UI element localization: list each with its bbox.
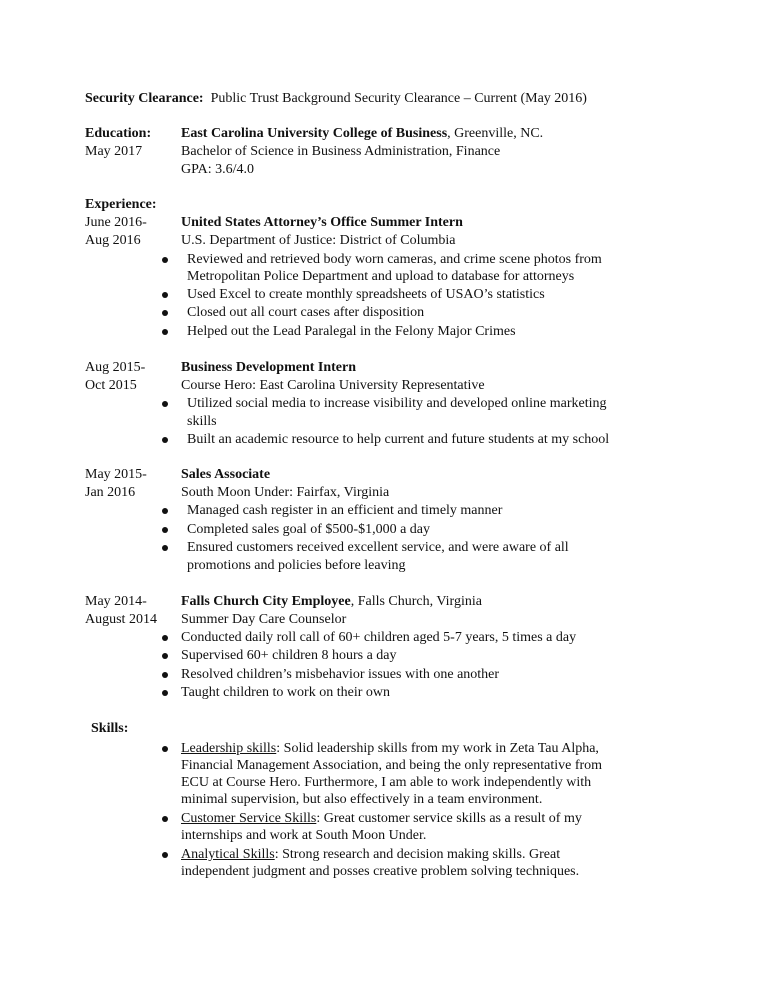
skill-name: Leadership skills [181, 741, 277, 756]
bullet-icon [162, 545, 168, 551]
skill-text: ECU at Course Hero. Furthermore, I am able to work independently with [181, 775, 592, 790]
job-bullet: Supervised 60+ children 8 hours a day [181, 648, 397, 663]
job-bullet-cont: promotions and policies before leaving [187, 558, 406, 573]
job-date-start: May 2015- [85, 467, 147, 482]
job-date-end: August 2014 [85, 612, 157, 627]
bullet-icon [162, 310, 168, 316]
job-title: Sales Associate [181, 467, 271, 482]
security-line [85, 90, 587, 108]
job-bullet: Closed out all court cases after disposition [187, 305, 425, 320]
job-title: Falls Church City Employee [181, 594, 351, 609]
bullet-icon [162, 401, 168, 407]
skill-name: Analytical Skills [181, 847, 275, 862]
skill-name: Customer Service Skills [181, 811, 317, 826]
bullet-icon [162, 653, 168, 659]
bullet-icon [162, 508, 168, 514]
job-bullet: Reviewed and retrieved body worn cameras, and crime scene photos from [187, 252, 602, 267]
job-bullet: Conducted daily roll call of 60+ children aged 5-7 years, 5 times a day [181, 630, 577, 645]
skill-line [181, 846, 560, 864]
job-title-line [181, 593, 482, 611]
job-bullet: Built an academic resource to help current and future students at my school [187, 432, 610, 447]
job-bullet: Helped out the Lead Paralegal in the Felony Major Crimes [187, 324, 516, 339]
education-school-line [181, 125, 543, 143]
job-bullet: Ensured customers received excellent service, and were aware of all [187, 540, 569, 555]
job-bullet: Managed cash register in an efficient and timely manner [187, 503, 503, 518]
job-title: Business Development Intern [181, 360, 357, 375]
skill-line [181, 810, 582, 828]
bullet-icon [162, 257, 168, 263]
skill-text: : Solid leadership skills from my work in Zeta Tau Alpha, [276, 741, 599, 756]
job-bullet: Utilized social media to increase visibility and developed online marketing [187, 396, 607, 411]
job-title-suffix: , Falls Church, Virginia [350, 594, 482, 609]
bullet-icon [162, 746, 168, 752]
experience-label: Experience: [85, 197, 157, 212]
education-date: May 2017 [85, 144, 143, 159]
bullet-icon [162, 437, 168, 443]
job-bullet: Used Excel to create monthly spreadsheets of USAO’s statistics [187, 287, 545, 302]
education-degree: Bachelor of Science in Business Administration, Finance [181, 144, 501, 159]
bullet-icon [162, 292, 168, 298]
education-gpa: GPA: 3.6/4.0 [181, 162, 255, 177]
job-org: South Moon Under: Fairfax, Virginia [181, 485, 390, 500]
skill-text: minimal supervision, but also effectively in a team environment. [181, 792, 543, 807]
job-title: United States Attorney’s Office Summer Intern [181, 215, 463, 230]
education-location: , Greenville, NC. [447, 126, 544, 141]
bullet-icon [162, 672, 168, 678]
job-date-start: Aug 2015- [85, 360, 146, 375]
job-date-end: Jan 2016 [85, 485, 136, 500]
bullet-icon [162, 527, 168, 533]
job-org: Summer Day Care Counselor [181, 612, 347, 627]
job-bullet: Taught children to work on their own [181, 685, 390, 700]
bullet-icon [162, 690, 168, 696]
job-bullet: Completed sales goal of $500-$1,000 a day [187, 522, 431, 537]
skill-line [181, 740, 599, 758]
education-label: Education: [85, 126, 152, 141]
job-bullet-cont: skills [187, 414, 217, 429]
skill-text: Financial Management Association, and being the only representative from [181, 758, 603, 773]
job-date-end: Aug 2016 [85, 233, 141, 248]
job-org: Course Hero: East Carolina University Representative [181, 378, 485, 393]
skill-text: internships and work at South Moon Under. [181, 828, 427, 843]
job-bullet-cont: Metropolitan Police Department and upload to database for attorneys [187, 269, 575, 284]
bullet-icon [162, 852, 168, 858]
job-date-end: Oct 2015 [85, 378, 137, 393]
education-school: East Carolina University College of Business [181, 126, 448, 141]
bullet-icon [162, 329, 168, 335]
bullet-icon [162, 816, 168, 822]
skill-text: : Strong research and decision making skills. Great [274, 847, 561, 862]
job-org: U.S. Department of Justice: District of Columbia [181, 233, 456, 248]
job-bullet: Resolved children’s misbehavior issues with one another [181, 667, 500, 682]
bullet-icon [162, 635, 168, 641]
skill-text: independent judgment and posses creative problem solving techniques. [181, 864, 580, 879]
job-date-start: May 2014- [85, 594, 147, 609]
security-value: Public Trust Background Security Clearance – Current (May 2016) [210, 91, 587, 106]
security-label: Security Clearance: [85, 91, 204, 106]
skills-label: Skills: [91, 721, 129, 736]
job-date-start: June 2016- [85, 215, 147, 230]
skill-text: : Great customer service skills as a result of my [316, 811, 582, 826]
